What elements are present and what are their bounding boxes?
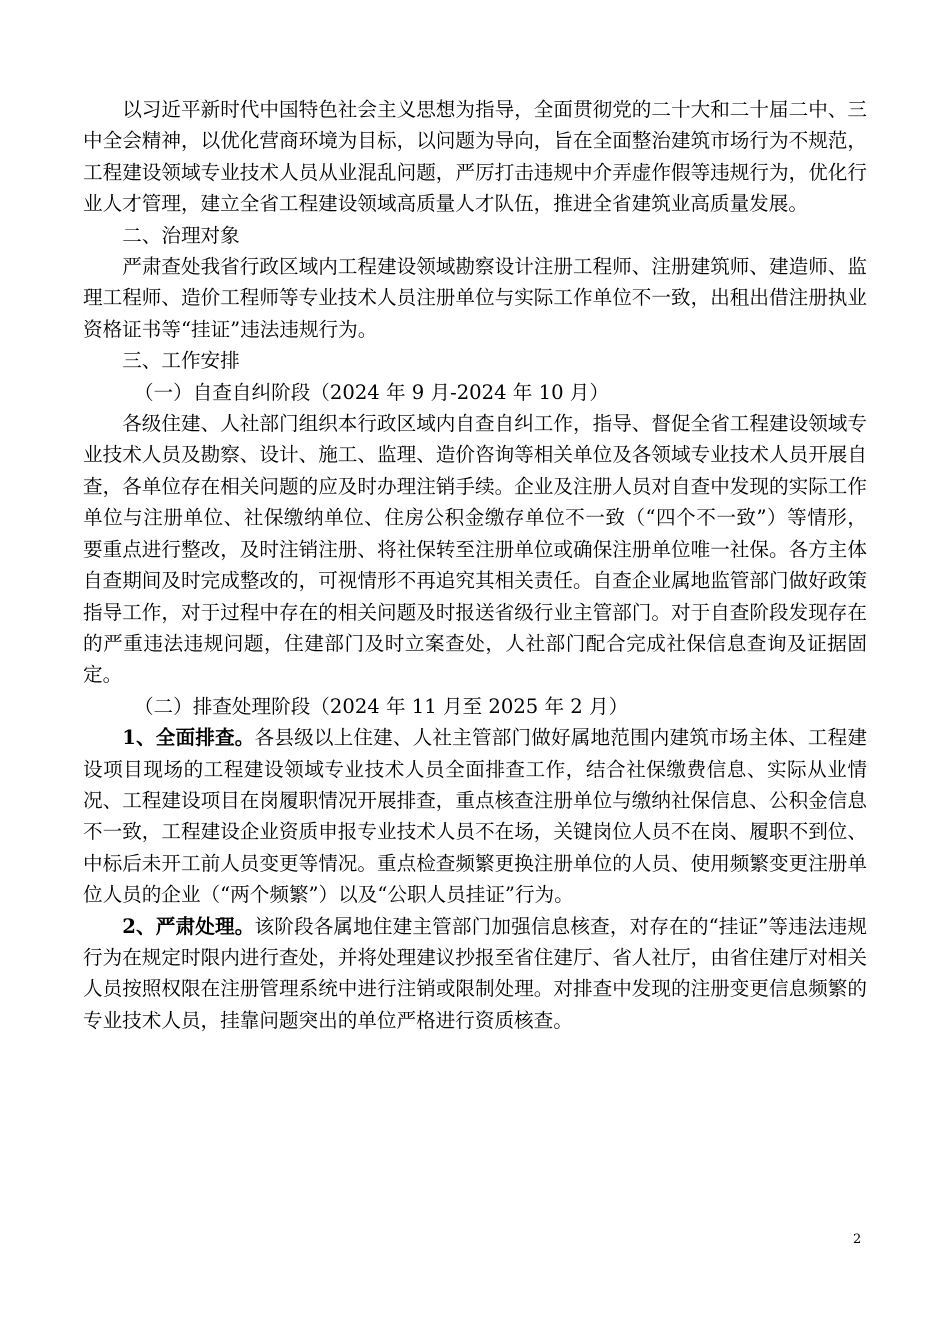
paragraph-governance-targets: 严肃查处我省行政区域内工程建设领域勘察设计注册工程师、注册建筑师、建造师、监理工程师、造价工程师等专业技术人员注册单位与实际工作单位不一致，出租出借注册执业资格证书等“挂证”违法违规行为。 bbox=[83, 255, 867, 341]
item-text-comprehensive-check: 各县级以上住建、人社主管部门做好属地范围内建筑市场主体、工程建设项目现场的工程建设领域专业技术人员全面排查工作，结合社保缴费信息、实际从业情况、工程建设项目在岗履职情况开展排查，重点核查注册单位与缴纳社保信息、公积金信息不一致，工程建设企业资质申报专业技术人员不在场，关键岗位人员不在岗、履职不到位、中标后未开工前人员变更等情况。重点检查频繁更换注册单位的人员、使用频繁变更注册单位人员的企业（“两个频繁”）以及“公职人员挂证”行为。 bbox=[83, 726, 867, 907]
page-number: 2 bbox=[853, 1232, 862, 1247]
list-item-comprehensive-check bbox=[83, 722, 867, 910]
document-body bbox=[83, 94, 867, 1036]
item-lead-comprehensive-check: 1、全面排查。 bbox=[122, 726, 255, 750]
paragraph-guiding-ideology: 以习近平新时代中国特色社会主义思想为指导，全面贯彻党的二十大和二十届二中、三中全会精神，以优化营商环境为目标，以问题为导向，旨在全面整治建筑市场行为不规范，工程建设领域专业技术人员从业混乱问题，严厉打击违规中介弄虚作假等违规行为，优化行业人才管理，建立全省工程建设领域高质量人才队伍，推进全省建筑业高质量发展。 bbox=[83, 98, 867, 216]
subsection-heading-self-inspection: （一）自查自纠阶段（2024 年 9 月-2024 年 10 月） bbox=[133, 380, 609, 404]
item-text-strict-handling: 该阶段各属地住建主管部门加强信息核查，对存在的“挂证”等违法违规行为在规定时限内进行查处，并将处理建议抄报至省住建厅、省人社厅，由省住建厅对相关人员按照权限在注册管理系统中进行注销或限制处理。对排查中发现的注册变更信息频繁的专业技术人员，挂靠问题突出的单位严格进行资质核查。 bbox=[83, 914, 867, 1032]
list-item-strict-handling bbox=[83, 911, 867, 1037]
paragraph-self-inspection: 各级住建、人社部门组织本行政区域内自查自纠工作，指导、督促全省工程建设领域专业技术人员及勘察、设计、施工、监理、造价咨询等相关单位及各领域专业技术人员开展自查，各单位存在相关问题的应及时办理注销手续。企业及注册人员对自查中发现的实际工作单位与注册单位、社保缴纳单位、住房公积金缴存单位不一致（“四个不一致”）等情形，要重点进行整改，及时注销注册、将社保转至注册单位或确保注册单位唯一社保。各方主体自查期间及时完成整改的，可视情形不再追究其相关责任。自查企业属地监管部门做好政策指导工作，对于过程中存在的相关问题及时报送省级行业主管部门。对于自查阶段发现存在的严重违法违规问题，住建部门及时立案查处，人社部门配合完成社保信息查询及证据固定。 bbox=[83, 412, 867, 687]
subsection-heading-investigation: （二）排查处理阶段（2024 年 11 月至 2025 年 2 月） bbox=[133, 694, 629, 718]
item-lead-strict-handling: 2、严肃处理。 bbox=[122, 914, 255, 938]
section-heading-governance-targets: 二、治理对象 bbox=[122, 223, 240, 247]
section-heading-work-arrangement: 三、工作安排 bbox=[122, 349, 240, 373]
